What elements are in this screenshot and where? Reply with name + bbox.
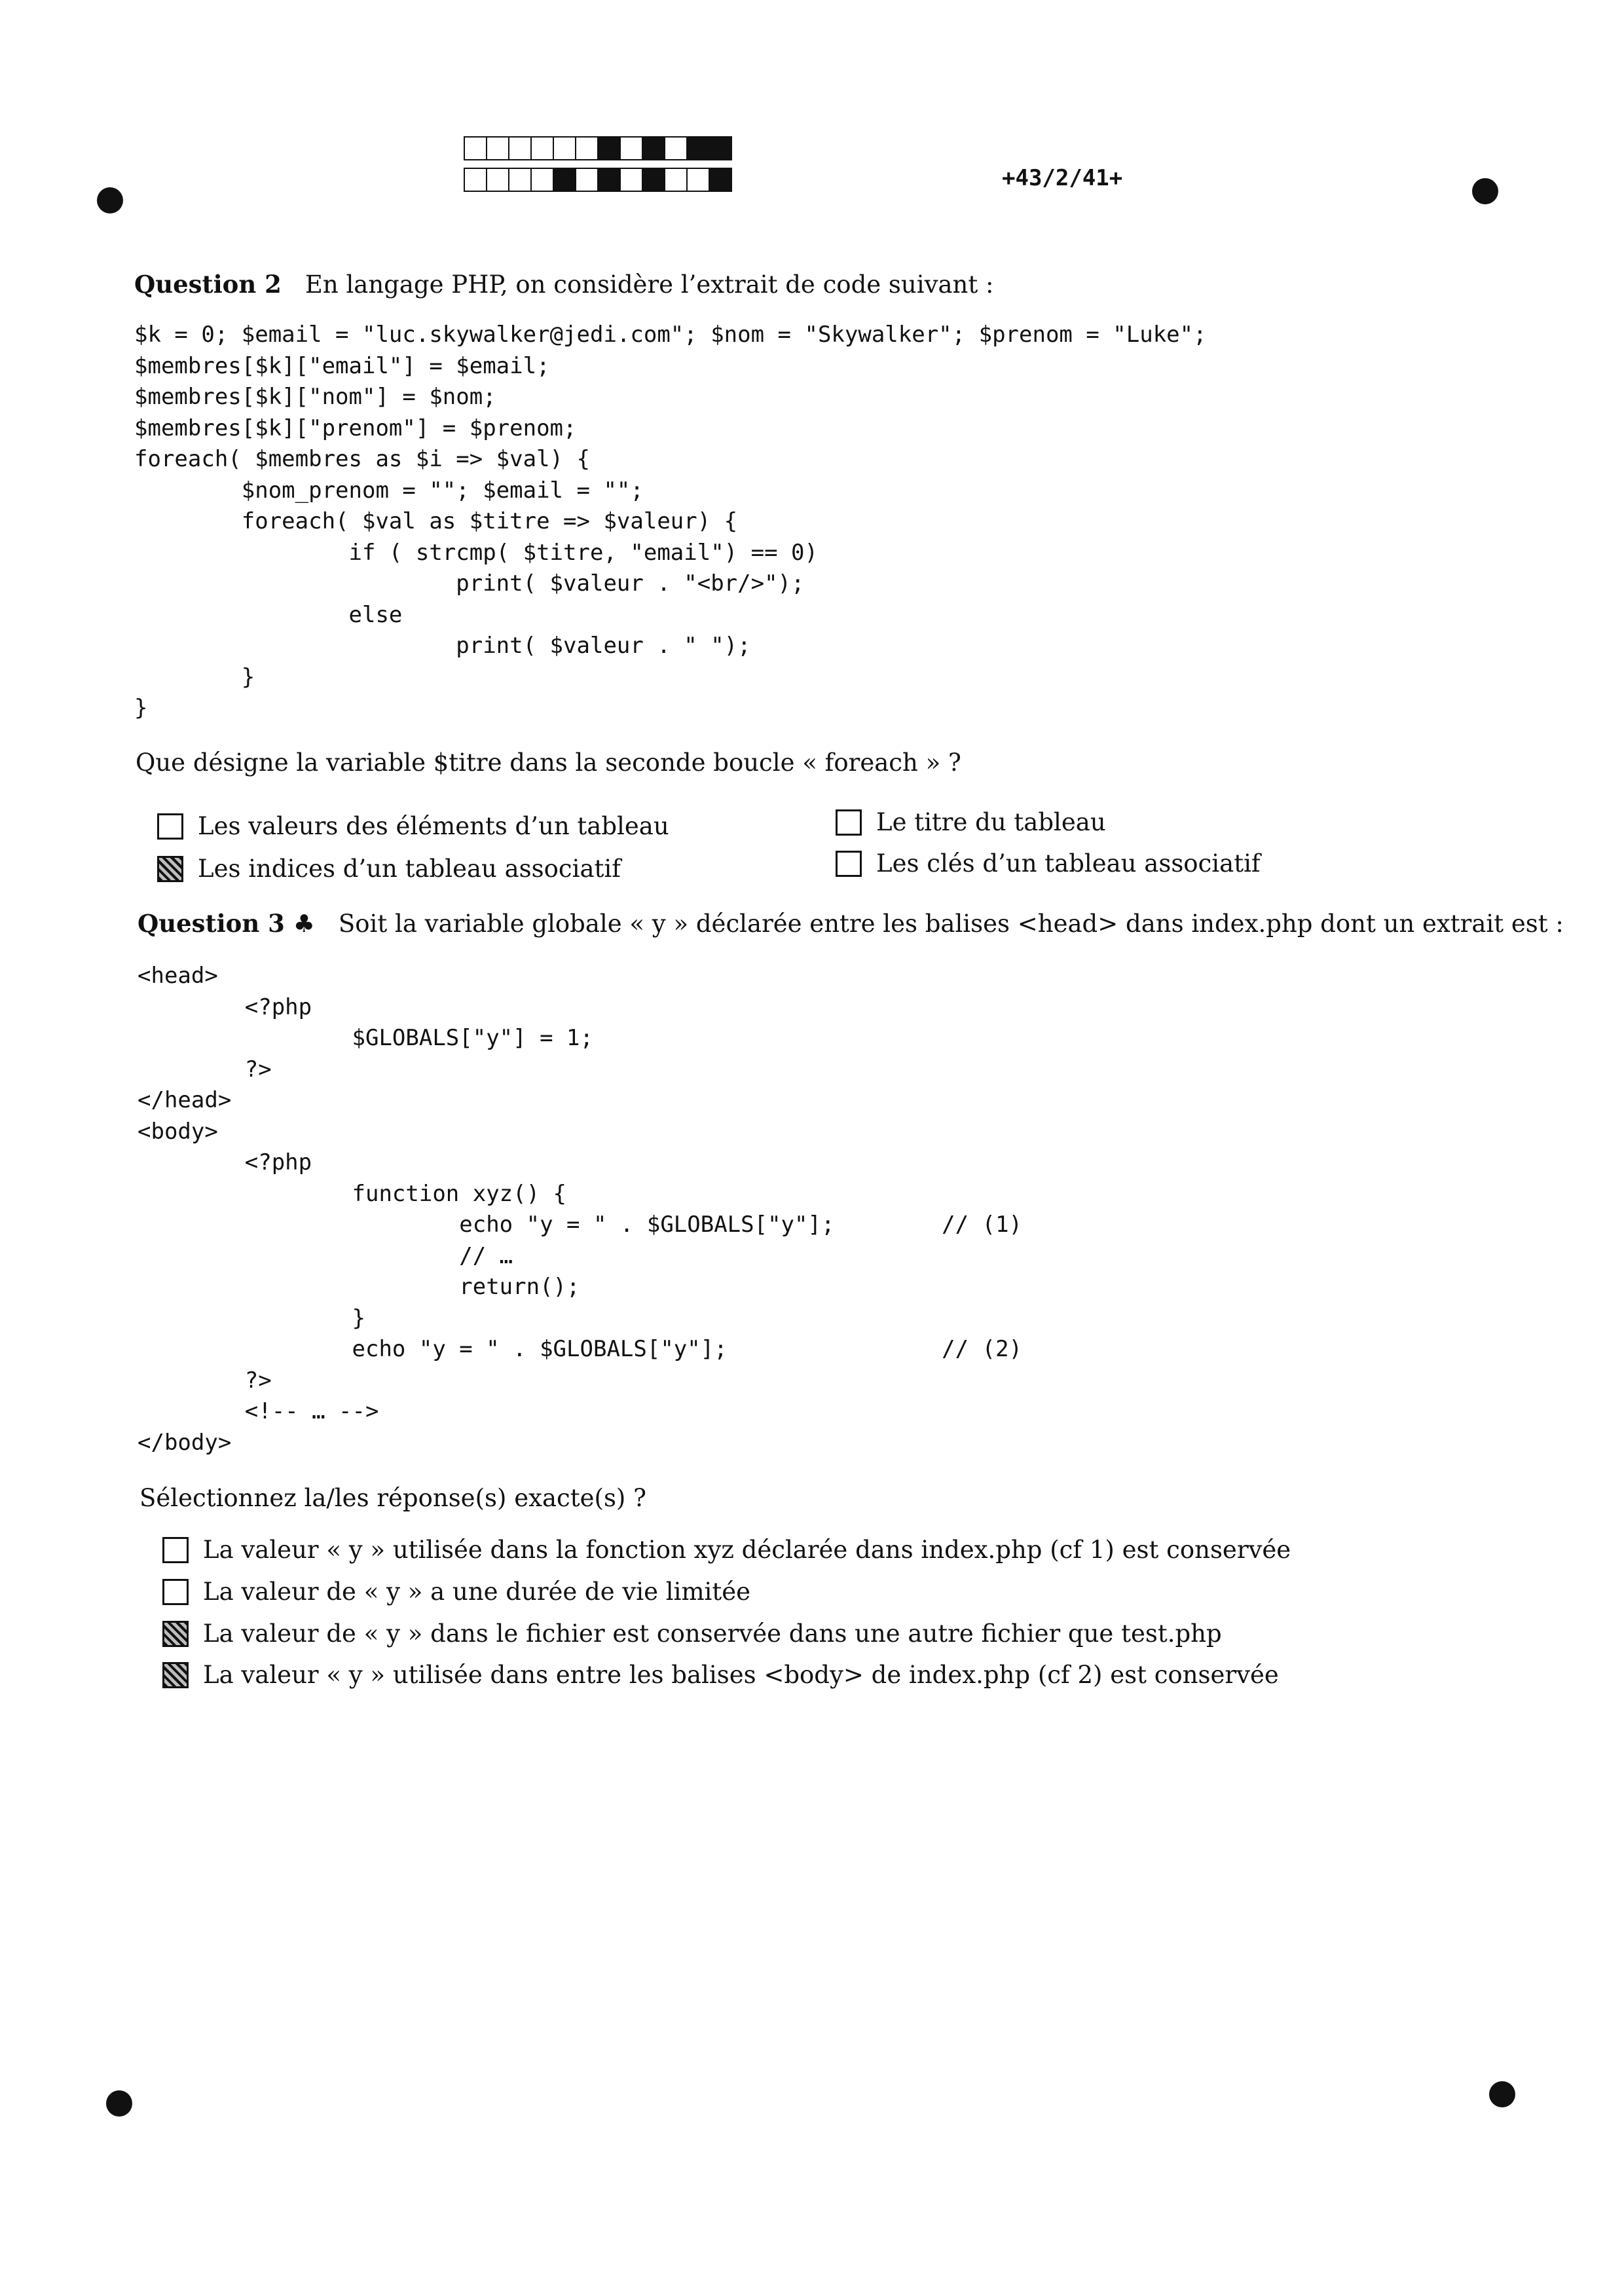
question-3-text: Soit la variable globale « y » déclarée entre les balises <head> dans index.php dont un extrait est : [338, 910, 1564, 938]
barcode-cell [508, 168, 532, 192]
q2-choice-4[interactable] [836, 849, 1261, 878]
question-3-prompt: Sélectionnez la/les réponse(s) exacte(s) ? [139, 1484, 646, 1512]
q3-checkbox-4[interactable] [162, 1662, 189, 1688]
barcode-cell [486, 168, 509, 192]
barcode-cell [619, 168, 643, 192]
question-3-label: Question 3 ♣ [138, 909, 315, 938]
registration-mark-bottom-right [1489, 2081, 1515, 2107]
q2-choice-2-label: Les indices d’un tableau associatif [198, 855, 621, 883]
registration-mark-top-left [97, 187, 123, 213]
barcode-cell [553, 168, 576, 192]
barcode-cell [575, 168, 599, 192]
barcode-cell [530, 168, 554, 192]
barcode-cell [664, 168, 688, 192]
question-3-title [138, 909, 1564, 938]
question-2-text: En langage PHP, on considère l’extrait de code suivant : [304, 270, 994, 299]
registration-mark-top-right [1472, 178, 1498, 204]
question-2-title [134, 270, 993, 299]
sheet-code: +43/2/41+ [1002, 165, 1123, 191]
barcode-cell [642, 136, 665, 160]
q3-choice-3-label: La valeur de « y » dans le fichier est conservée dans une autre fichier que test.php [203, 1620, 1222, 1648]
barcode-cell [575, 136, 599, 160]
barcode-cell [597, 168, 621, 192]
q2-checkbox-4[interactable] [836, 851, 862, 877]
barcode-cell [553, 136, 576, 160]
barcode-cell [619, 136, 643, 160]
q3-choice-1[interactable] [162, 1536, 1291, 1564]
barcode-cell [508, 136, 532, 160]
q2-choice-3-label: Le titre du tableau [876, 808, 1106, 836]
q2-choice-1-label: Les valeurs des éléments d’un tableau [198, 812, 669, 840]
barcode-cell [709, 136, 732, 160]
q2-choice-4-label: Les clés d’un tableau associatif [876, 849, 1261, 878]
barcode-cell [530, 136, 554, 160]
barcode-cell [709, 168, 732, 192]
question-3-code: <head> <?php $GLOBALS["y"] = 1; ?> </head> <body> <?php function xyz() { echo "y = " . $GLOBALS["y"]; // (1) // … return(); } echo "y = " . $GLOBALS["y"]; // (2) ?> <!-- … --> </body> [138, 963, 1023, 1456]
q3-choice-2-label: La valeur de « y » a une durée de vie limitée [203, 1578, 751, 1606]
question-2-code: $k = 0; $email = "luc.skywalker@jedi.com"; $nom = "Skywalker"; $prenom = "Luke"; $membres[$k]["email"] = $email; $membres[$k]["nom"] = $nom; $membres[$k]["prenom"] = $prenom; foreach( $membres as $i => $val) { $nom_prenom = ""; $email = ""; foreach( $val as $titre => $valeur) { if ( strcmp( $titre, "email") == 0) print( $valeur . "<br/>"); else print( $valeur . " "); } } [134, 322, 1207, 721]
q3-checkbox-1[interactable] [162, 1537, 189, 1563]
q3-choice-3[interactable] [162, 1620, 1222, 1648]
barcode-row-top [464, 136, 731, 160]
q2-choice-2[interactable] [157, 855, 621, 883]
q3-choice-2[interactable] [162, 1578, 750, 1606]
q2-checkbox-1[interactable] [157, 813, 183, 840]
barcode-cell [464, 136, 487, 160]
club-icon: ♣ [293, 910, 315, 938]
barcode-cell [597, 136, 621, 160]
barcode-row-bottom [464, 168, 731, 192]
barcode-cell [664, 136, 688, 160]
q3-choice-1-label: La valeur « y » utilisée dans la fonction xyz déclarée dans index.php (cf 1) est conservée [203, 1536, 1291, 1564]
q2-choice-1[interactable] [157, 812, 669, 840]
registration-mark-bottom-left [106, 2090, 132, 2117]
q3-checkbox-3[interactable] [162, 1621, 189, 1647]
barcode-cell [486, 136, 509, 160]
q2-checkbox-2[interactable] [157, 856, 183, 882]
question-2-label: Question 2 [134, 270, 282, 299]
barcode-cell [686, 136, 710, 160]
barcode-cell [464, 168, 487, 192]
barcode-cell [642, 168, 665, 192]
q2-choice-3[interactable] [836, 808, 1106, 836]
q2-checkbox-3[interactable] [836, 809, 862, 836]
barcode-cell [686, 168, 710, 192]
q3-checkbox-2[interactable] [162, 1579, 189, 1605]
q3-choice-4[interactable] [162, 1661, 1279, 1689]
q3-choice-4-label: La valeur « y » utilisée dans entre les balises <body> de index.php (cf 2) est conservée [203, 1661, 1279, 1689]
question-2-prompt: Que désigne la variable $titre dans la seconde boucle « foreach » ? [136, 749, 961, 777]
